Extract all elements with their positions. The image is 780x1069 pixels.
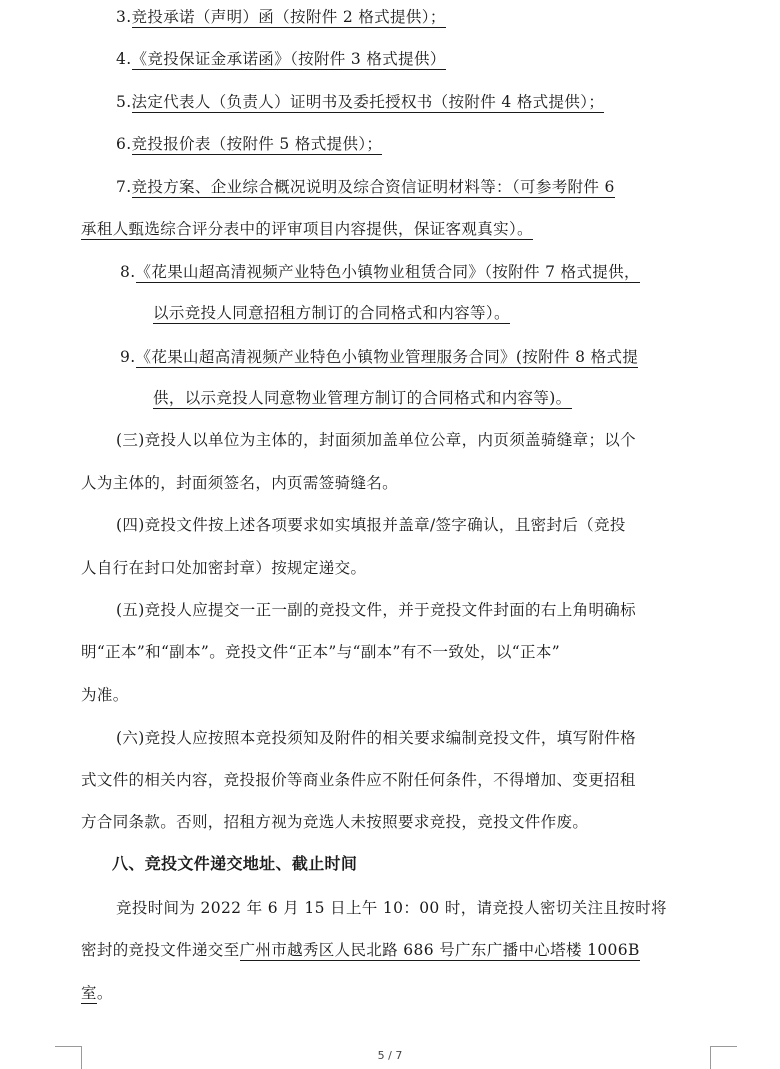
- list-item-text: 承租人甄选综合评分表中的评审项目内容提供，保证客观真实）。: [81, 220, 533, 238]
- list-item-8-continuation: [153, 302, 510, 324]
- list-item-7-continuation: [81, 218, 533, 240]
- list-item-text: 法定代表人（负责人）证明书及委托授权书（按附件 4 格式提供）；: [131, 93, 605, 111]
- deadline-line-2: [81, 939, 640, 961]
- list-item-9: [120, 346, 638, 368]
- paragraph-5-line-1: (五)竞投人应提交一正一副的竞投文件，并于竞投文件封面的右上角明确标: [116, 601, 636, 619]
- list-item-7: [116, 176, 615, 198]
- paragraph-5-line-2: 明“正本”和“副本”。竞投文件“正本”与“副本”有不一致处，以“正本”: [81, 643, 560, 661]
- list-item-8: [120, 261, 640, 283]
- list-item-text: 《花果山超高清视频产业特色小镇物业租赁合同》（按附件 7 格式提供，: [135, 263, 640, 281]
- deadline-line-1: 竞投时间为 2022 年 6 月 15 日上午 10：00 时，请竞投人密切关注且按时将: [116, 899, 667, 917]
- list-item-5: [116, 91, 604, 113]
- deadline-prefix: 密封的竞投文件递交至: [81, 941, 240, 959]
- paragraph-3-line-2: 人为主体的，封面须签名，内页需签骑缝名。: [81, 474, 399, 492]
- list-item-text: 竞投报价表（按附件 5 格式提供）；: [131, 135, 383, 153]
- list-item-text: 供，以示竞投人同意物业管理方制订的合同格式和内容等)。: [153, 389, 572, 407]
- page-number: 5 / 7: [377, 1049, 403, 1062]
- list-item-text: 《花果山超高清视频产业特色小镇物业管理服务合同》(按附件 8 格式提: [135, 348, 639, 366]
- list-item-number: 9.: [120, 348, 136, 366]
- list-item-text: 竞投方案、企业综合概况说明及综合资信证明材料等：（可参考附件 6: [131, 178, 615, 196]
- paragraph-5-line-3: 为准。: [81, 686, 129, 704]
- list-item-text: 以示竞投人同意招租方制订的合同格式和内容等）。: [153, 304, 510, 322]
- list-item-number: 3.: [116, 8, 132, 26]
- paragraph-6-line-3: 方合同条款。否则，招租方视为竞选人未按照要求竞投，竞投文件作废。: [81, 813, 589, 831]
- submission-address-end: 室: [81, 984, 97, 1002]
- list-item-3: [116, 6, 446, 28]
- list-item-number: 6.: [116, 135, 132, 153]
- paragraph-4-line-1: (四)竞投文件按上述各项要求如实填报并盖章/签字确认，且密封后（竞投: [116, 516, 626, 534]
- paragraph-4-line-2: 人自行在封口处加密封章）按规定递交。: [81, 559, 367, 577]
- section-heading: 八、竞投文件递交地址、截止时间: [112, 854, 358, 873]
- list-item-4: [116, 48, 446, 70]
- list-item-number: 8.: [120, 263, 136, 281]
- list-item-number: 7.: [116, 178, 132, 196]
- submission-address: 广州市越秀区人民北路 686 号广东广播中心塔楼 1006B: [239, 941, 640, 959]
- list-item-text: 《竞投保证金承诺函》（按附件 3 格式提供）: [131, 50, 446, 68]
- list-item-6: [116, 133, 382, 155]
- paragraph-3-line-1: (三)竞投人以单位为主体的，封面须加盖单位公章，内页须盖骑缝章；以个: [116, 431, 636, 449]
- deadline-line-3: [81, 982, 113, 1004]
- paragraph-6-line-2: 式文件的相关内容，竞投报价等商业条件应不附任何条件，不得增加、变更招租: [81, 771, 636, 789]
- paragraph-6-line-1: (六)竞投人应按照本竞投须知及附件的相关要求编制竞投文件，填写附件格: [116, 729, 636, 747]
- deadline-suffix: 。: [96, 984, 113, 1002]
- list-item-9-continuation: [153, 387, 572, 409]
- list-item-number: 5.: [116, 93, 132, 111]
- list-item-text: 竞投承诺（声明）函（按附件 2 格式提供）；: [131, 8, 446, 26]
- list-item-number: 4.: [116, 50, 132, 68]
